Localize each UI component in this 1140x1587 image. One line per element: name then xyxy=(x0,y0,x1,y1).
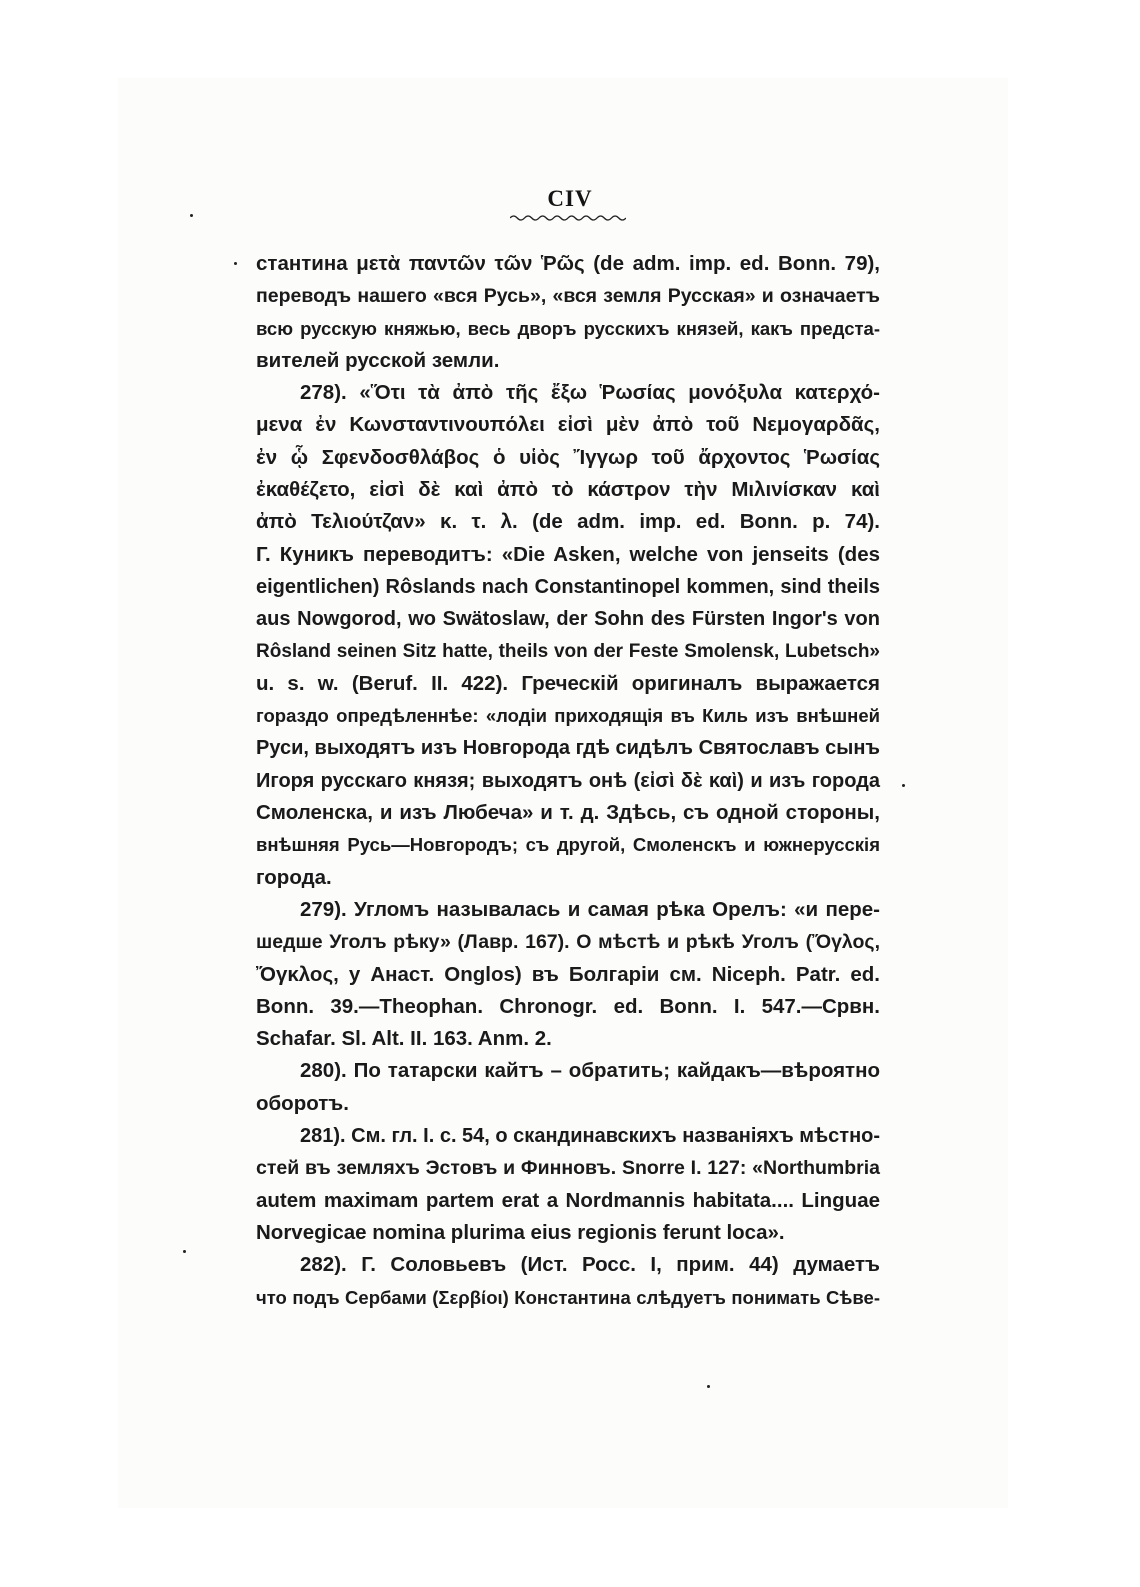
text-line: Г. Куникъ переводитъ: «Die Asken, welche von jenseits (des xyxy=(256,542,880,566)
scan-speck xyxy=(234,262,237,265)
text-line: шедше Уголъ рѣку» (Лавр. 167). О мѣстѣ и рѣкѣ Уголъ (Ὄγλος, xyxy=(256,931,880,954)
text-line: переводъ нашего «вся Русь», «вся земля Русская» и означаетъ xyxy=(256,285,880,308)
text-line: autem maximam partem erat a Nordmannis habitata.... Linguae xyxy=(256,1188,880,1212)
text-line: Bonn. 39.—Theophan. Chronogr. ed. Bonn. I. 547.—Срвн. xyxy=(256,994,880,1018)
text-line: внѣшняя Русь—Новгородъ; съ другой, Смоленскъ и южнерусскія xyxy=(256,834,880,856)
scan-speck xyxy=(707,1385,710,1388)
scan-speck xyxy=(183,1250,186,1253)
text-line: Руси, выходятъ изъ Новгорода гдѣ сидѣлъ Святославъ сынъ xyxy=(256,737,880,760)
page-number: CIV xyxy=(547,186,593,211)
text-line: Schafar. Sl. Alt. II. 163. Anm. 2. xyxy=(256,1027,552,1051)
text-line: стантина μετὰ παντῶν τῶν Ῥῶς (de adm. imp. ed. Bonn. 79), xyxy=(256,252,880,275)
text-line: ἐκαθέζετο, εἰσὶ δὲ καὶ ἀπὸ τὸ κάστρον τὴν Μιλινίσκαν καὶ xyxy=(256,478,880,502)
text-line: Смоленска, и изъ Любеча» и т. д. Здѣсь, съ одной стороны, xyxy=(256,801,880,825)
text-line: Игоря русскаго князя; выходятъ онѣ (εἰσὶ δὲ καὶ) и изъ города xyxy=(256,769,880,792)
paragraph-282 xyxy=(256,1249,880,1314)
text-line: Norvegicae nomina plurima eius regionis ferunt loca». xyxy=(256,1220,785,1244)
text-line: u. s. w. (Beruf. II. 422). Греческій оригиналъ выражается xyxy=(256,671,880,695)
text-line: 281). См. гл. I. с. 54, о скандинавскихъ названіяхъ мѣстно- xyxy=(300,1125,881,1148)
text-line: μενα ἐν Κωνσταντινουπόλει εἰσὶ μὲν ἀπὸ τοῦ Νεμογαρδᾶς, xyxy=(256,413,880,437)
text-line: Rôsland seinen Sitz hatte, theils von der Feste Smolensk, Lubetsch» xyxy=(256,640,880,662)
paragraph-277-continued xyxy=(256,248,880,377)
text-line: оборотъ. xyxy=(256,1091,349,1115)
text-line: aus Nowgorod, wo Swätoslaw, der Sohn des Fürsten Ingor's von xyxy=(256,608,880,631)
paragraph-278 xyxy=(256,377,880,894)
decorative-wavy-rule xyxy=(510,214,626,222)
paragraph-281 xyxy=(256,1120,880,1249)
text-line: всю русскую княжью, весь дворъ русскихъ князей, какъ предста- xyxy=(256,317,880,339)
text-line: 282). Г. Соловьевъ (Ист. Росс. I, прим. 44) думаетъ xyxy=(300,1253,880,1277)
paragraph-280 xyxy=(256,1055,880,1120)
text-line: 279). Угломъ называлась и самая рѣка Орелъ: «и пере- xyxy=(300,897,880,921)
text-line: eigentlichen) Rôslands nach Constantinopel kommen, sind theils xyxy=(256,575,880,598)
paragraph-279 xyxy=(256,894,880,1055)
text-line: стей въ земляхъ Эстовъ и Финновъ. Snorre I. 127: «Northumbria xyxy=(256,1157,880,1180)
scan-speck xyxy=(902,784,905,787)
text-line: города. xyxy=(256,865,332,889)
text-line: вителей русской земли. xyxy=(256,348,500,372)
text-line: 280). По татарски кайтъ – обратить; кайдакъ—вѣроятно xyxy=(300,1059,880,1083)
text-line: 278). «Ὅτι τὰ ἀπὸ τῆς ἔξω Ῥωσίας μονόξυλα κατερχό- xyxy=(300,381,880,405)
body-text xyxy=(256,248,880,1314)
text-line: что подъ Сербами (Σερβίοι) Константина слѣдуетъ понимать Сѣве- xyxy=(256,1286,880,1308)
scan-speck xyxy=(190,214,193,217)
text-line: Ὄγκλος, у Анаст. Onglos) въ Болгаріи см. Niceph. Patr. ed. xyxy=(256,962,880,986)
text-line: ἐν ᾧ Σφενδοσθλάβος ὁ υἱὸς Ἴγγωρ τοῦ ἄρχοντος Ῥωσίας xyxy=(256,445,880,469)
text-line: гораздо опредѣленнѣе: «лодіи приходящія въ Киль изъ внѣшней xyxy=(256,705,880,727)
text-line: ἀπὸ Τελιούτζαν» κ. τ. λ. (de adm. imp. ed. Bonn. p. 74). xyxy=(256,510,880,534)
